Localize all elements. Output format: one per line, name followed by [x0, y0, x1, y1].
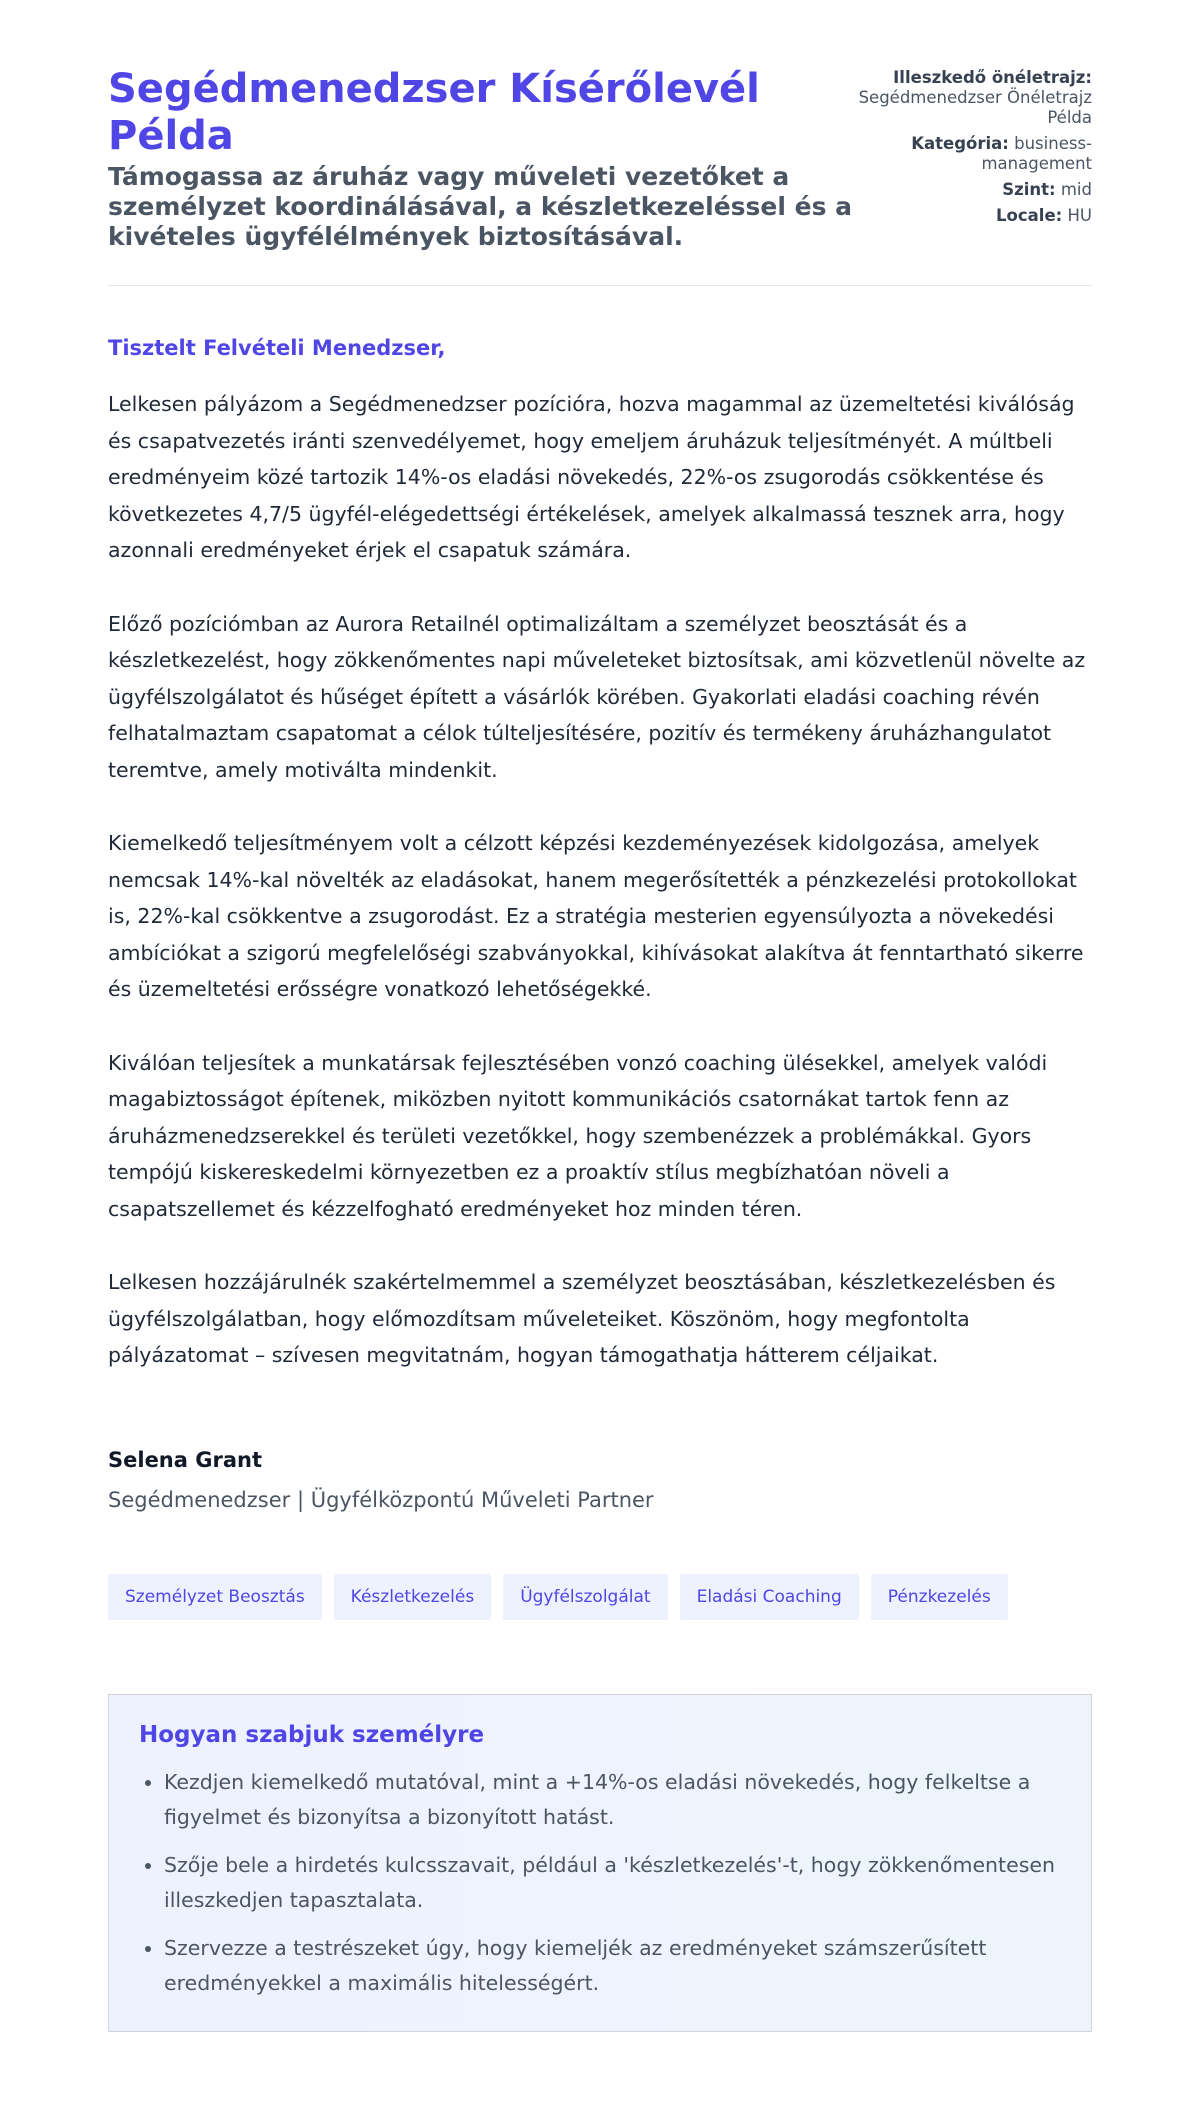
meta-level-label: Szint: [1002, 180, 1056, 199]
page-subtitle: Támogassa az áruház vagy műveleti vezetőket a személyzet koordinálásával, a készletkezeléssel és a kivételes ügyfélélmények biztosításával. [108, 162, 853, 251]
tips-list [139, 1765, 1061, 2001]
skill-tag: Eladási Coaching [680, 1574, 859, 1620]
tip-item: • Kezdjen kiemelkedő mutatóval, mint a +14%-os eladási növekedés, hogy felkeltse a figyelmet és bizonyítsa a bizonyított hatást. [164, 1765, 1061, 1835]
page-title: Segédmenedzser Kísérőlevél Példa [108, 66, 760, 159]
letter-paragraph: Kiemelkedő teljesítményem volt a célzott képzési kezdeményezések kidolgozása, amelyek nemcsak 14%-kal növelték az eladásokat, hanem megerősítették a pénzkezelési protokollokat is, 22%-kal csökkentve a zsugorodást. Ez a stratégia mesterien egyensúlyozta a növekedési ambíciókat a szigorú megfelelőségi szabványokkal, kihívásokat alakítva át fenntartható sikerre és üzemeltetési erősségre vonatkozó lehetőségekké. [108, 831, 1084, 1001]
letter-greeting: Tisztelt Felvételi Menedzser, [108, 336, 446, 360]
letter-body [108, 334, 1092, 1514]
meta-locale-label: Locale: [996, 206, 1063, 225]
meta-resume [832, 68, 1092, 128]
skill-tag: Készletkezelés [334, 1574, 492, 1620]
skill-tag: Pénzkezelés [871, 1574, 1008, 1620]
meta-panel [832, 68, 1092, 232]
tip-item: • Szervezze a testrészeket úgy, hogy kiemeljék az eredményeket számszerűsített eredményekkel a maximális hitelességért. [164, 1931, 1061, 2001]
skill-tag: Ügyfélszolgálat [503, 1574, 667, 1620]
letter-paragraph: Lelkesen hozzájárulnék szakértelmemmel a személyzet beosztásában, készletkezelésben és ügyfélszolgálatban, hogy előmozdítsam műveleteiket. Köszönöm, hogy megfontolta pályázatomat – szívesen megvitatnám, hogyan támogathatja hátterem céljaikat. [108, 1270, 1056, 1367]
meta-locale-value: HU [1067, 206, 1092, 225]
tips-title: Hogyan szabjuk személyre [139, 1721, 485, 1748]
letter-paragraph: Előző pozíciómban az Aurora Retailnél optimalizáltam a személyzet beosztását és a készletkezelést, hogy zökkenőmentes napi műveleteket biztosítsak, ami közvetlenül növelte az ügyfélszolgálatot és hűséget épített a vásárlók körében. Gyakorlati eladási coaching révén felhatalmaztam csapatomat a célok túlteljesítésére, pozitív és termékeny áruházhangulatot teremtve, amely motiválta mindenkit. [108, 611, 1086, 782]
meta-locale [832, 206, 1092, 226]
tip-item: • Szője bele a hirdetés kulcsszavait, például a 'készletkezelés'-t, hogy zökkenőmentesen illeszkedjen tapasztalata. [164, 1848, 1061, 1918]
letter-paragraph: Kiválóan teljesítek a munkatársak fejlesztésében vonzó coaching ülésekkel, amelyek valódi magabiztosságot építenek, miközben nyitott kommunikációs csatornákat tartok fenn az áruházmenedzserekkel és területi vezetőkkel, hogy szembenézzek a problémákkal. Gyors tempójú kiskereskedelmi környezetben ez a proaktív stílus megbízhatóan növeli a csapatszellemet és kézzelfogható eredményeket hoz minden téren. [108, 1050, 1048, 1221]
signature-name: Selena Grant [108, 1447, 262, 1472]
skill-tag: Személyzet Beosztás [108, 1574, 322, 1620]
letter-paragraph: Lelkesen pályázom a Segédmenedzser pozícióra, hozva magammal az üzemeltetési kiválóság és csapatvezetés iránti szenvedélyemet, hogy emeljem áruházuk teljesítményét. A múltbeli eredményeim közé tartozik 14%-os eladási növekedés, 22%-os zsugorodás csökkentése és következetes 4,7/5 ügyfél-elégedettségi értékelések, amelyek alkalmassá tesznek arra, hogy azonnali eredményeket érjek el csapatuk számára. [108, 392, 1075, 562]
meta-level [832, 180, 1092, 200]
meta-category [832, 134, 1092, 174]
meta-category-value: business-management [981, 134, 1092, 173]
customization-tips-box [108, 1694, 1092, 2032]
meta-level-value: mid [1060, 180, 1092, 199]
meta-resume-label: Illeszkedő önéletrajz: [893, 68, 1092, 87]
page-header [108, 0, 1092, 286]
meta-category-label: Kategória: [911, 134, 1009, 153]
signature-title: Segédmenedzser | Ügyfélközpontú Műveleti Partner [108, 1487, 654, 1512]
skill-tags [108, 1574, 1092, 1620]
meta-resume-value: Segédmenedzser Önéletrajz Példa [858, 88, 1092, 127]
